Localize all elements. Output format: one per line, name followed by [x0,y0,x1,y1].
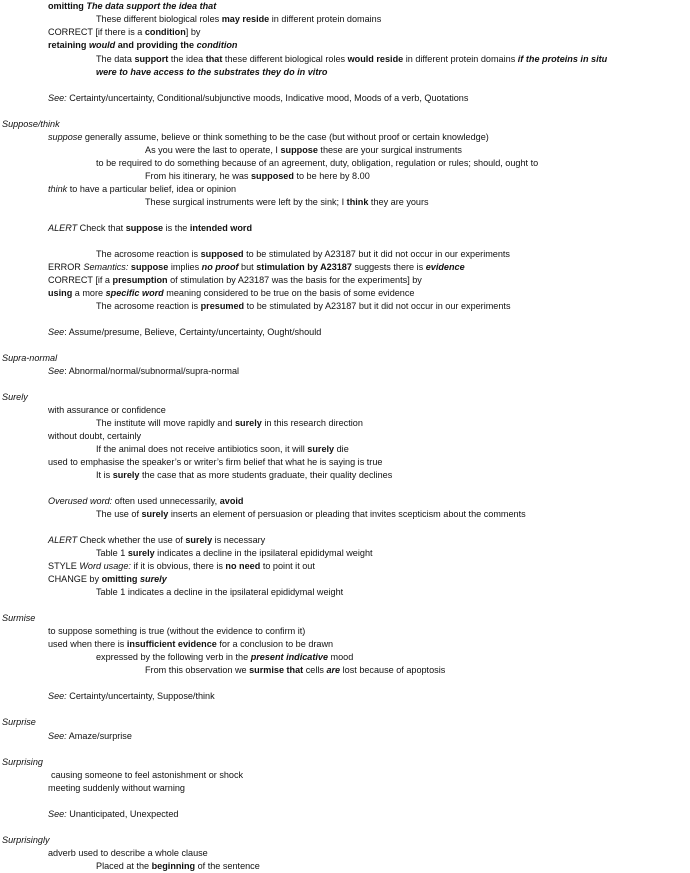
text-segment: of stimulation by A23187 was the basis for the experiments] by [167,275,422,285]
text-segment: suggests there is [351,262,426,272]
text-segment: stimulation by A23187 [256,262,352,272]
text-segment: generally assume, believe or think something to be the case (but without proof or certain knowledge) [82,132,489,142]
text-line [48,133,489,142]
text-segment: but [238,262,257,272]
text-segment: Certainty/uncertainty, Conditional/subjunctive moods, Indicative mood, Moods of a verb, Quotations [66,93,469,103]
text-segment: The institute will move rapidly and [96,418,235,428]
text-segment: See: [48,93,67,103]
text-segment: often used unnecessarily, [112,496,220,506]
text-segment: die [334,444,349,454]
text-line [48,28,200,37]
text-segment: Table 1 indicates a decline in the ipsilateral epididymal weight [96,587,344,597]
text-line [48,692,215,701]
text-segment: were to have access to the substrates they do in vitro [96,67,328,77]
text-line [96,510,526,519]
text-segment: surely [185,535,213,545]
text-line [96,419,363,428]
text-segment: these are your surgical instruments [317,145,462,155]
text-segment: Placed at the [96,861,152,871]
text-line [48,185,236,194]
text-line [96,549,373,558]
text-segment: specific word [105,288,164,298]
text-segment: CORRECT [if a [48,275,113,285]
text-segment: Amaze/surprise [66,731,132,741]
text-segment: without doubt, certainly [48,431,142,441]
text-line [48,328,321,337]
text-segment: STYLE [48,561,80,571]
text-segment: These surgical instruments were left by the sink; I [145,197,347,207]
text-segment: Table 1 [96,548,128,558]
text-segment: surely [139,574,167,584]
text-segment: CORRECT [if there is a [48,27,145,37]
text-segment: to be stimulated by A23187 but it did not occur in our experiments [243,249,510,259]
text-line [96,15,381,24]
text-segment: the case that as more students graduate, their quality declines [139,470,393,480]
text-segment: Supra-normal [2,353,58,363]
text-segment: surely [235,418,262,428]
text-segment: evidence [425,262,465,272]
text-segment: is the [163,223,190,233]
text-segment: supposed [200,249,244,259]
text-segment: think [346,197,369,207]
text-line [96,653,353,662]
text-segment: Certainty/uncertainty, Suppose/think [66,691,215,701]
text-segment: condition [144,27,186,37]
text-segment: meaning considered to be true on the basis of some evidence [163,288,415,298]
text-line [2,120,60,129]
text-segment: surmise that [249,665,304,675]
text-segment: As you were the last to operate, I [145,145,281,155]
text-segment: adverb used to describe a whole clause [48,848,208,858]
text-segment: that [205,54,223,64]
text-segment: presumption [112,275,168,285]
text-line [96,588,343,597]
text-line [145,146,462,155]
text-segment: surely [307,444,335,454]
text-segment: providing [136,40,178,50]
text-line [2,614,35,623]
text-segment: Check whether the use of [77,535,186,545]
text-segment: the idea [168,54,206,64]
text-segment: The acrosome reaction is [96,249,201,259]
text-segment: ALERT [48,223,78,233]
text-line [96,55,607,64]
text-line [96,250,510,259]
text-line [48,432,141,441]
text-segment: causing someone to feel astonishment or shock [51,770,244,780]
text-segment: with assurance or confidence [48,405,166,415]
text-segment: See [48,327,65,337]
text-line [48,575,167,584]
text-segment: to be here by 8.00 [293,171,370,181]
text-segment: Surely [2,392,28,402]
text-segment: Overused word: [48,496,113,506]
text-segment: for a conclusion to be drawn [216,639,334,649]
text-segment: and [115,40,137,50]
text-segment: Surprisingly [2,835,50,845]
text-segment: to point it out [260,561,315,571]
text-line [48,406,166,415]
text-segment: Unanticipated, Unexpected [66,809,179,819]
text-segment: would reside [347,54,404,64]
text-segment: suppose [125,223,164,233]
text-segment: to have a particular belief, idea or opinion [67,184,237,194]
text-segment: supposed [250,171,294,181]
text-segment: Surmise [2,613,36,623]
text-segment: Surprising [2,757,43,767]
text-segment: surely [141,509,169,519]
text-segment: used when there is [48,639,127,649]
text-segment: See: [48,691,67,701]
text-line [2,718,36,727]
text-segment: intended word [189,223,253,233]
text-segment: omitting [48,1,87,11]
text-segment: beginning [151,861,196,871]
text-line [96,445,349,454]
text-segment: avoid [219,496,244,506]
text-segment: in different protein domains [269,14,382,24]
text-segment: using [48,288,73,298]
text-segment: to be required to do something because of an agreement, duty, obligation, regulation or rules; should, ought to [96,158,539,168]
text-segment: meeting suddenly without warning [48,783,185,793]
text-segment: If the animal does not receive antibiotics soon, it will [96,444,308,454]
text-segment: ] by [185,27,201,37]
text-segment: : Assume/presume, Believe, Certainty/uncertainty, Ought/should [64,327,322,337]
text-segment: : Abnormal/normal/subnormal/supra-normal [64,366,240,376]
text-segment: retaining [48,40,89,50]
text-line [48,41,238,50]
text-segment: presumed [200,301,245,311]
text-segment: to suppose something is true (without the evidence to confirm it) [48,626,306,636]
text-segment: surely [127,548,155,558]
text-segment: the [177,40,197,50]
text-segment: Surprise [2,717,36,727]
text-segment: if it is obvious, there is [130,561,226,571]
text-segment: condition [196,40,238,50]
text-line [48,458,382,467]
text-segment: are [326,665,341,675]
text-segment: omitting [101,574,140,584]
text-segment: inserts an element of persuasion or pleading that invites scepticism about the comments [168,509,526,519]
text-line [2,758,43,767]
text-line [96,471,392,480]
text-line [2,836,50,845]
text-segment: suppose [48,132,83,142]
text-segment: indicates a decline in the ipsilateral epididymal weight [154,548,373,558]
text-segment: ALERT [48,535,78,545]
text-line [48,367,239,376]
text-segment: suppose [130,262,169,272]
text-segment: expressed by the following verb in the [96,652,251,662]
text-segment: implies [168,262,202,272]
text-segment: The use of [96,509,142,519]
text-segment: they are yours [368,197,429,207]
text-line [48,627,305,636]
text-line [48,732,132,741]
text-segment: cells [303,665,327,675]
text-line [48,849,208,858]
text-segment: may reside [221,14,270,24]
text-segment: Word usage: [79,561,131,571]
text-segment: to be stimulated by A23187 but it did not occur in our experiments [244,301,511,311]
text-line [48,640,333,649]
text-segment: These different biological roles [96,14,222,24]
text-line [48,224,252,233]
text-segment: if the proteins in situ [517,54,608,64]
text-line [2,393,28,402]
text-segment: no need [225,561,261,571]
text-line [145,198,429,207]
text-segment: these different biological roles [222,54,348,64]
text-line [48,276,422,285]
text-segment: See: [48,809,67,819]
text-segment: lost because of apoptosis [340,665,446,675]
text-segment: think [48,184,68,194]
text-segment: CHANGE by [48,574,102,584]
text-line [96,302,511,311]
text-segment: of the sentence [195,861,260,871]
text-line [48,94,468,103]
text-line [48,784,185,793]
text-segment: See: [48,731,67,741]
text-segment: suppose [280,145,318,155]
text-line [48,810,178,819]
text-line [145,172,370,181]
text-segment: used to emphasise the speaker’s or writer’s firm belief that what he is saying is true [48,457,383,467]
text-segment: surely [112,470,140,480]
text-segment: mood [328,652,354,662]
text-segment: Check that [77,223,126,233]
text-segment: would [88,40,116,50]
text-line [48,562,315,571]
text-segment: support [134,54,169,64]
text-segment: The acrosome reaction is [96,301,201,311]
text-line [145,666,445,675]
text-segment: Semantics: [83,262,129,272]
text-line [51,771,243,780]
text-segment: a more [72,288,106,298]
text-line [96,68,327,77]
text-segment: ERROR [48,262,84,272]
text-segment: From his itinerary, he was [145,171,251,181]
text-segment: The data support the idea that [86,1,217,11]
text-segment: insufficient evidence [126,639,217,649]
text-segment: present indicative [250,652,329,662]
text-segment: no proof [201,262,239,272]
text-segment: It is [96,470,113,480]
text-segment: See [48,366,65,376]
text-segment: in different protein domains [403,54,518,64]
text-segment: in this research direction [261,418,363,428]
text-segment: is necessary [212,535,266,545]
text-line [48,536,265,545]
text-segment: From this observation we [145,665,250,675]
text-segment: Suppose/think [2,119,60,129]
text-line [48,289,414,298]
text-line [2,354,57,363]
text-line [48,263,465,272]
text-line [96,862,260,871]
text-line [48,2,216,11]
text-line [48,497,243,506]
text-line [96,159,538,168]
text-segment: The data [96,54,135,64]
